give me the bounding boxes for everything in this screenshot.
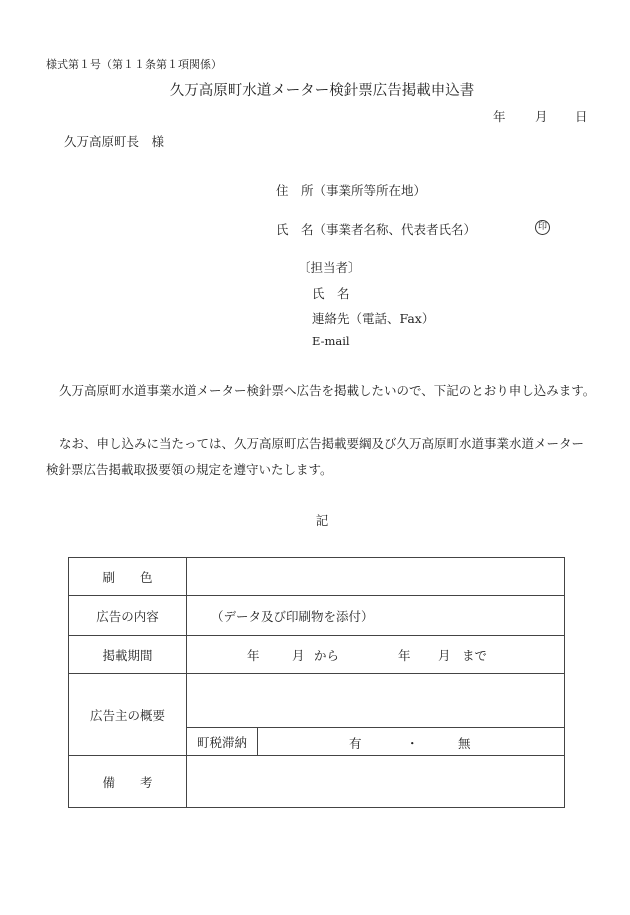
- period-month-2: 月: [438, 648, 451, 663]
- row-period: [69, 636, 565, 674]
- print-color-label: 刷 色: [69, 558, 187, 596]
- row-advertiser: [69, 674, 565, 728]
- form-number: 様式第１号（第１１条第１項関係）: [46, 58, 222, 71]
- remarks-field[interactable]: [187, 756, 565, 808]
- contact-phone-label: 連絡先（電話、Fax）: [312, 311, 435, 326]
- contact-name-label: 氏 名: [312, 286, 350, 301]
- period-until: まで: [462, 648, 488, 663]
- print-color-field[interactable]: [187, 558, 565, 596]
- row-remarks: [69, 756, 565, 808]
- period-from: から: [314, 648, 340, 663]
- ad-content-label: 広告の内容: [69, 596, 187, 636]
- row-print-color: [69, 558, 565, 596]
- advertiser-label: 広告主の概要: [69, 674, 187, 756]
- period-field[interactable]: [187, 636, 565, 674]
- seal-icon: 印: [535, 220, 550, 235]
- body-paragraph-2: なお、申し込みに当たっては、久万高原町広告掲載要綱及び久万高原町水道事業水道メーター検針票広告掲載取扱要領の規定を遵守いたします。: [46, 436, 585, 477]
- ki-heading: 記: [315, 513, 329, 528]
- period-label: 掲載期間: [69, 636, 187, 674]
- period-year-2: 年: [398, 648, 411, 663]
- advertiser-field[interactable]: [187, 674, 565, 728]
- tax-label: 町税滞納: [187, 728, 258, 756]
- contact-email-label: E-mail: [312, 334, 350, 348]
- applicant-name-label: 氏 名（事業者名称、代表者氏名）: [276, 222, 477, 237]
- page-title: 久万高原町水道メーター検針票広告掲載申込書: [169, 83, 475, 99]
- addressee: 久万高原町長 様: [64, 134, 165, 149]
- date-day: 日: [575, 109, 588, 124]
- application-table: [68, 557, 565, 808]
- period-month-1: 月: [292, 648, 305, 663]
- date-month: 月: [535, 109, 548, 124]
- contact-heading: 〔担当者〕: [298, 260, 361, 275]
- tax-option-yes[interactable]: 有: [349, 736, 362, 751]
- body-paragraph-1: 久万高原町水道事業水道メーター検針票へ広告を掲載したいので、下記のとおり申し込みます。: [59, 383, 596, 398]
- period-year-1: 年: [247, 648, 260, 663]
- tax-option-no[interactable]: 無: [458, 736, 471, 751]
- date-year: 年: [493, 109, 506, 124]
- applicant-address-label: 住 所（事業所等所在地）: [276, 183, 427, 198]
- remarks-label: 備 考: [69, 756, 187, 808]
- row-ad-content: [69, 596, 565, 636]
- ad-content-field[interactable]: （データ及び印刷物を添付）: [187, 596, 565, 636]
- tax-options: [258, 728, 565, 756]
- tax-option-separator: ・: [406, 736, 419, 751]
